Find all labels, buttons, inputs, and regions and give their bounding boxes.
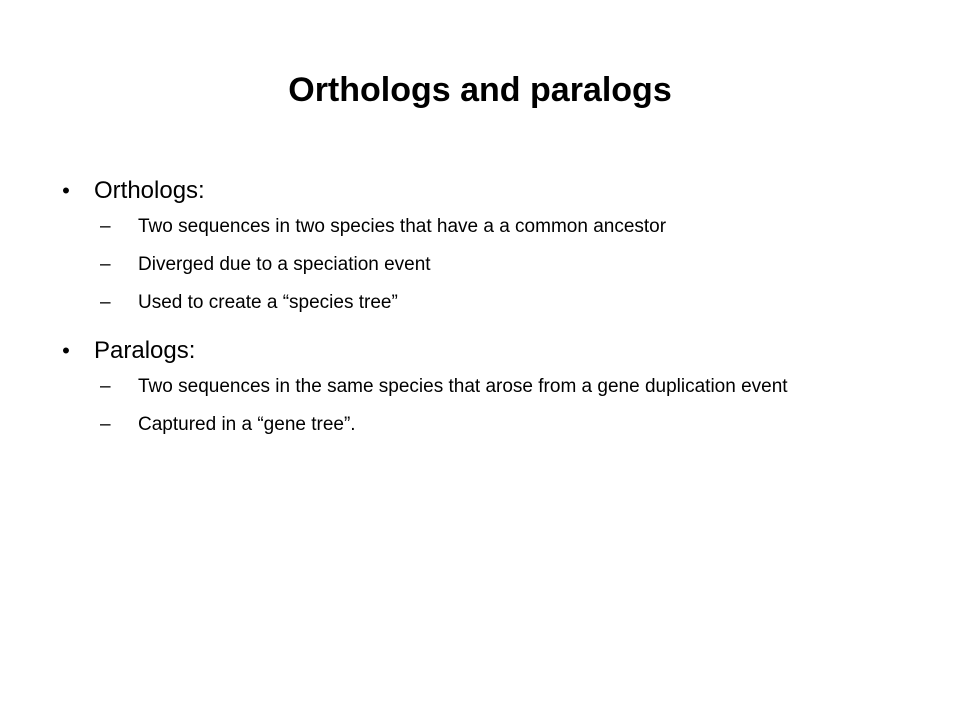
bullet-orthologs bbox=[58, 168, 918, 214]
bullet-label: Orthologs: bbox=[94, 177, 205, 204]
sub-item bbox=[58, 252, 908, 277]
dash-icon: – bbox=[100, 376, 111, 397]
sub-item-text: Diverged due to a speciation event bbox=[138, 254, 431, 275]
sub-item bbox=[58, 214, 908, 239]
paralogs-subitems bbox=[58, 374, 918, 437]
bullet-label: Paralogs: bbox=[94, 337, 196, 364]
dash-icon: – bbox=[100, 216, 111, 237]
dash-icon: – bbox=[100, 254, 111, 275]
sub-item bbox=[58, 412, 908, 437]
bullet-paralogs bbox=[58, 328, 918, 374]
sub-item-text: Captured in a “gene tree”. bbox=[138, 414, 356, 435]
sub-item-text: Two sequences in the same species that arose from a gene duplication event bbox=[138, 376, 788, 397]
sub-item-text: Used to create a “species tree” bbox=[138, 292, 398, 313]
bullet-dot-icon: • bbox=[62, 178, 70, 203]
bullet-dot-icon: • bbox=[62, 338, 70, 363]
sub-item bbox=[58, 290, 908, 315]
slide-title: Orthologs and paralogs bbox=[288, 71, 672, 109]
slide-content bbox=[58, 168, 918, 450]
sub-item-text: Two sequences in two species that have a a common ancestor bbox=[138, 216, 667, 237]
dash-icon: – bbox=[100, 292, 111, 313]
dash-icon: – bbox=[100, 414, 111, 435]
orthologs-subitems bbox=[58, 214, 918, 315]
sub-item bbox=[58, 374, 908, 399]
